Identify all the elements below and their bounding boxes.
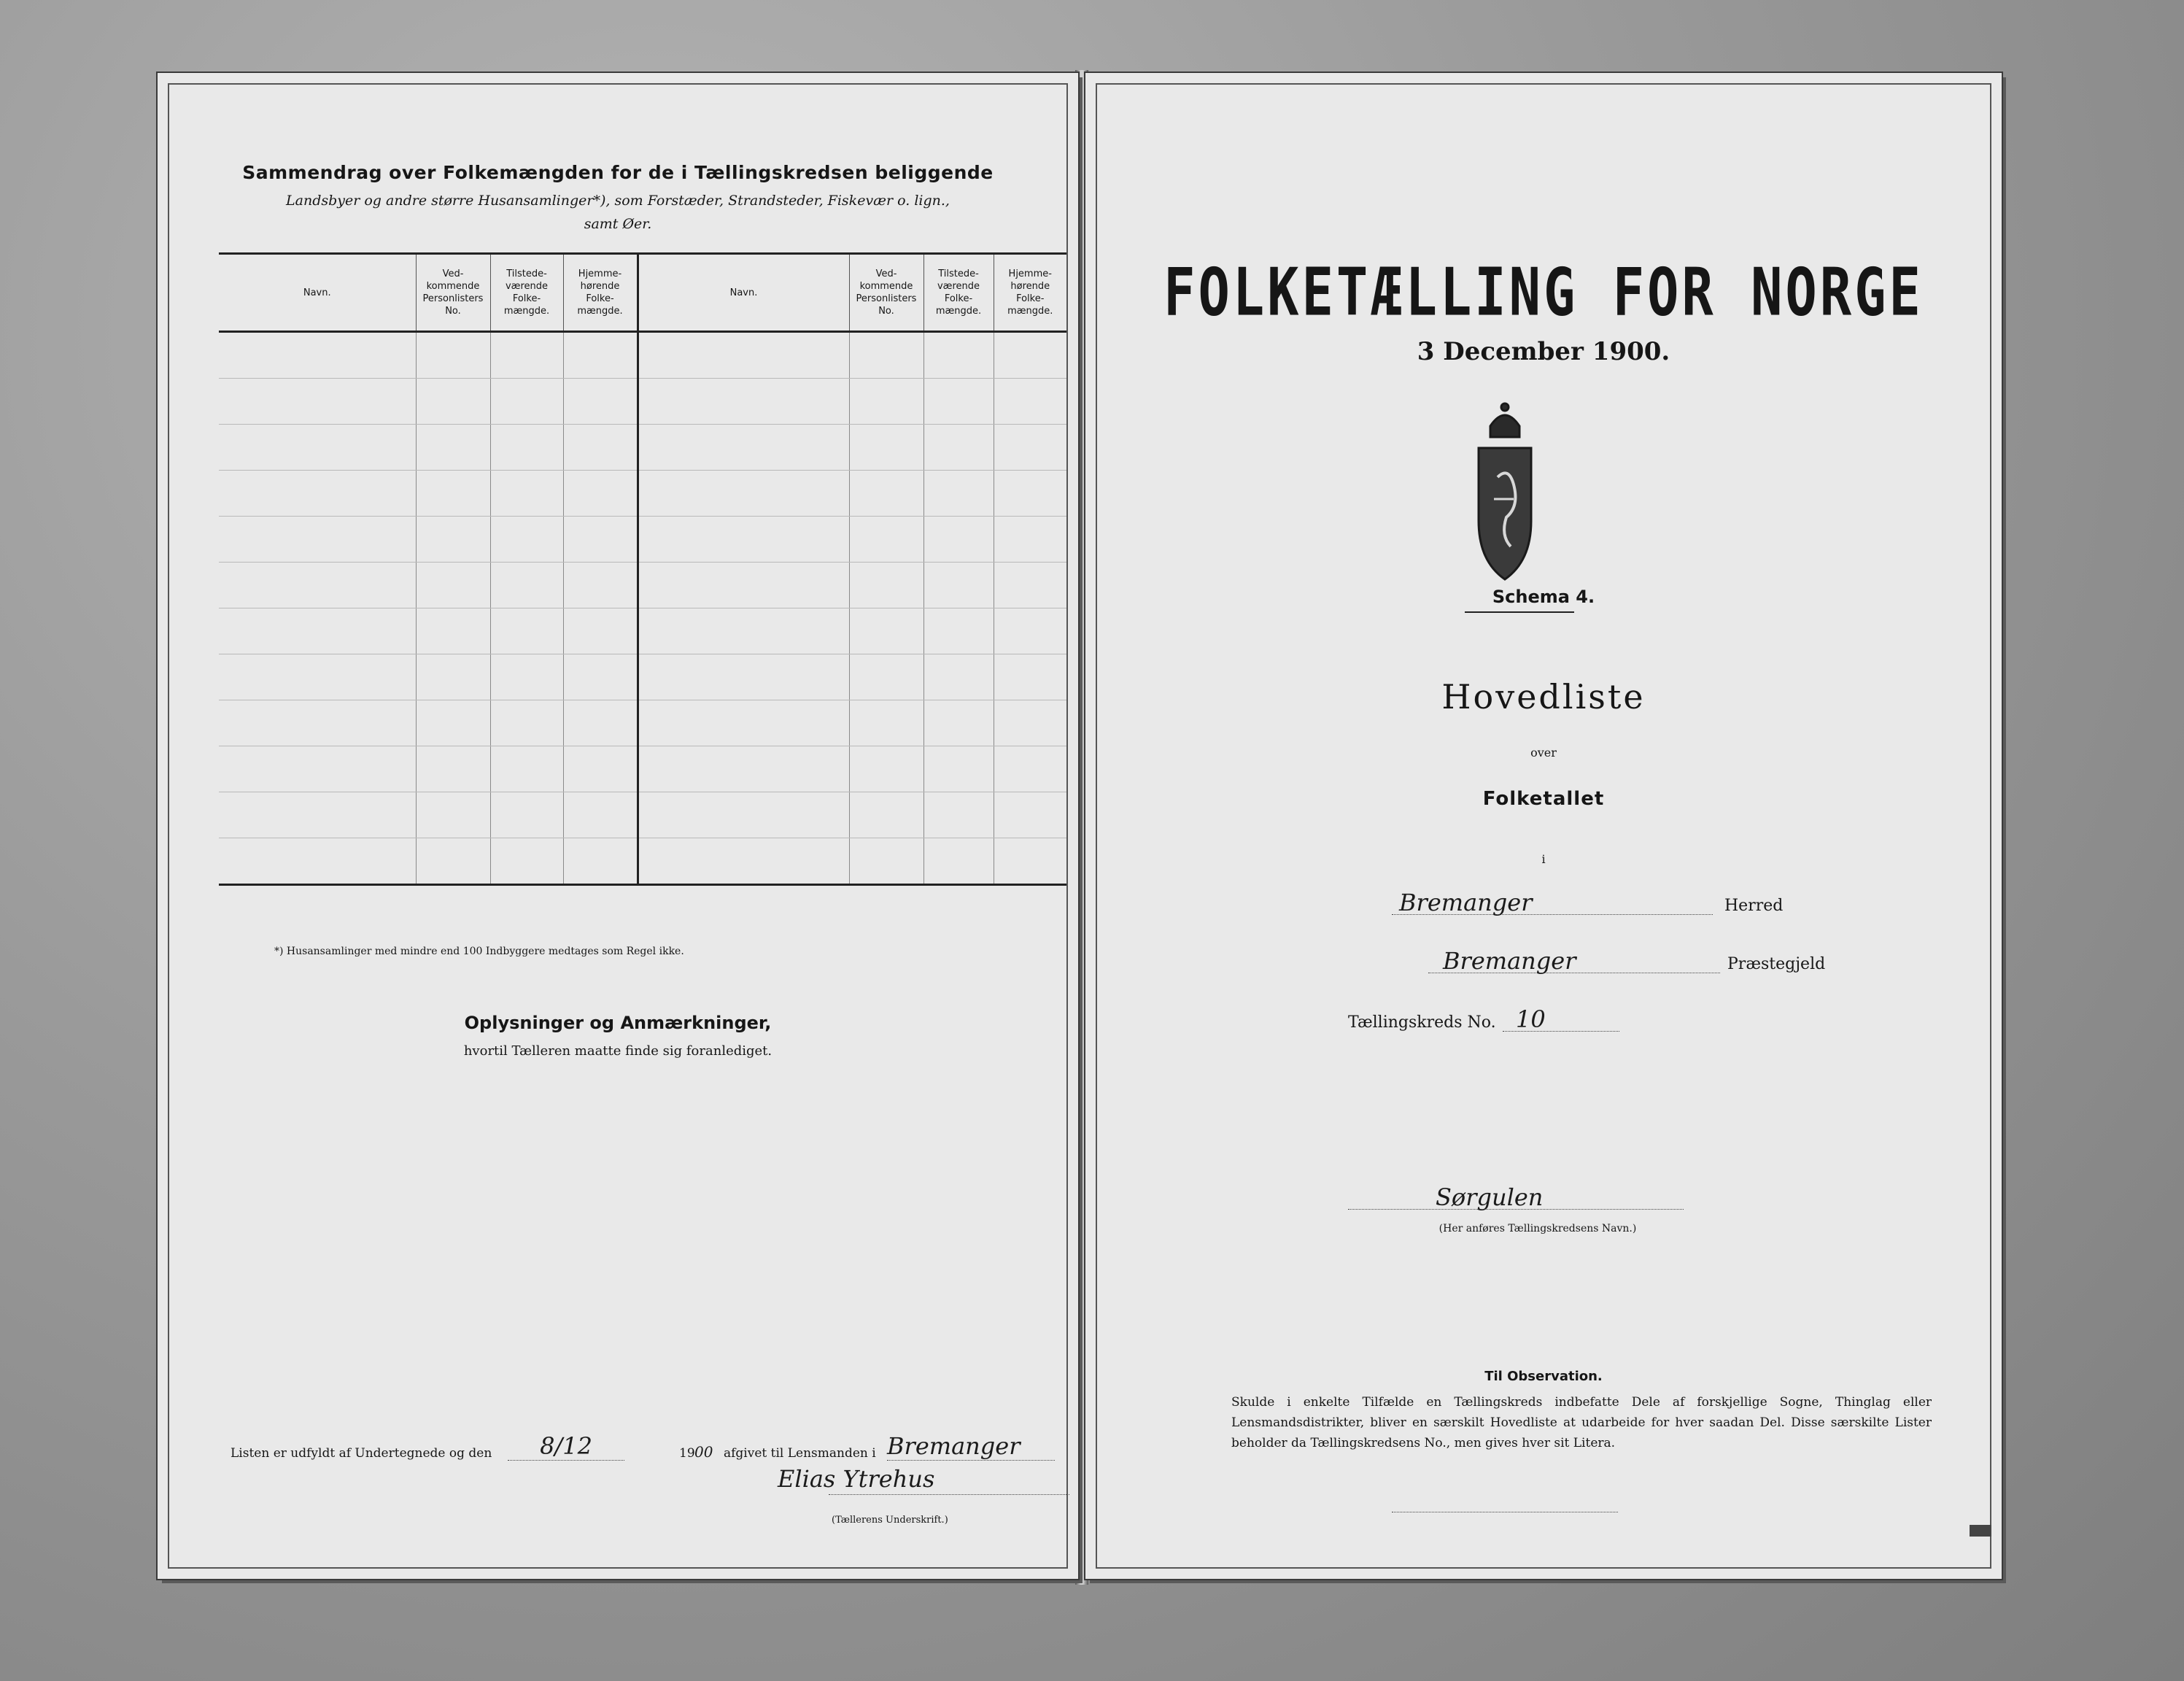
table-cell: [923, 425, 994, 471]
table-cell: [994, 792, 1066, 838]
table-cell: [219, 838, 416, 885]
table-row: [219, 563, 1066, 608]
table-cell: [563, 471, 638, 517]
table-cell: [219, 608, 416, 654]
schema-label: Schema 4.: [1492, 587, 1595, 607]
table-cell: [994, 838, 1066, 885]
year-prefix: 19: [679, 1446, 695, 1461]
table-cell: [490, 700, 563, 746]
col-header-tilstedevaerende-2: Tilstede- værende Folke- mængde.: [923, 254, 994, 332]
summary-title: Sammendrag over Folkemængden for de i Tællingskredsen beliggende: [242, 162, 994, 183]
table-cell: [416, 332, 490, 379]
col-header-personlisters-no-2: Ved- kommende Personlisters No.: [849, 254, 923, 332]
table-cell: [219, 563, 416, 608]
table-cell: [994, 700, 1066, 746]
table-cell: [638, 700, 849, 746]
col-header-navn-2: Navn.: [638, 254, 849, 332]
table-cell: [923, 608, 994, 654]
year-handwritten: 00: [694, 1443, 713, 1461]
census-title: FOLKETÆLLING FOR NORGE: [1163, 253, 1924, 331]
table-row: [219, 517, 1066, 563]
table-row: [219, 792, 1066, 838]
table-cell: [638, 746, 849, 792]
col-header-hjemmehorende-2: Hjemme- hørende Folke- mængde.: [994, 254, 1066, 332]
submission-date: 8/12: [508, 1432, 624, 1461]
table-cell: [849, 517, 923, 563]
herred-row: [1392, 883, 1946, 919]
table-cell: [849, 332, 923, 379]
table-cell: [994, 746, 1066, 792]
prestegjeld-value: Bremanger: [1443, 947, 1576, 975]
table-cell: [563, 608, 638, 654]
table-cell: [219, 746, 416, 792]
col-header-tilstedevaerende: Tilstede- værende Folke- mængde.: [490, 254, 563, 332]
table-cell: [849, 425, 923, 471]
table-cell: [563, 517, 638, 563]
table-cell: [849, 379, 923, 425]
table-cell: [219, 517, 416, 563]
table-cell: [994, 379, 1066, 425]
table-cell: [923, 332, 994, 379]
kreds-label: Tællingskreds No.: [1348, 1013, 1496, 1032]
table-cell: [219, 379, 416, 425]
table-cell: [416, 563, 490, 608]
table-cell: [638, 425, 849, 471]
kreds-name-value: Sørgulen: [1436, 1183, 1544, 1211]
table-cell: [490, 746, 563, 792]
table-cell: [638, 379, 849, 425]
table-row: [219, 746, 1066, 792]
right-page: [1085, 73, 2002, 1579]
table-cell: [638, 471, 849, 517]
table-row: [219, 838, 1066, 885]
table-cell: [849, 700, 923, 746]
table-cell: [563, 332, 638, 379]
table-cell: [849, 838, 923, 885]
table-cell: [923, 563, 994, 608]
table-cell: [923, 700, 994, 746]
table-cell: [490, 517, 563, 563]
table-cell: [638, 563, 849, 608]
table-cell: [219, 792, 416, 838]
herred-label: Herred: [1724, 897, 1784, 915]
table-cell: [416, 654, 490, 700]
table-row: [219, 608, 1066, 654]
table-cell: [219, 332, 416, 379]
table-cell: [219, 471, 416, 517]
table-cell: [563, 838, 638, 885]
table-cell: [994, 471, 1066, 517]
archive-stamp-mark: [1970, 1525, 1991, 1537]
table-cell: [563, 654, 638, 700]
table-cell: [219, 700, 416, 746]
table-cell: [923, 838, 994, 885]
table-cell: [563, 563, 638, 608]
table-row: [219, 700, 1066, 746]
folketallet-heading: Folketallet: [1482, 788, 1605, 810]
col-header-hjemmehorende: Hjemme- hørende Folke- mængde.: [563, 254, 638, 332]
table-cell: [638, 517, 849, 563]
herred-value: Bremanger: [1399, 889, 1533, 916]
remarks-heading: Oplysninger og Anmærkninger,: [464, 1013, 772, 1033]
table-cell: [923, 517, 994, 563]
table-cell: [490, 608, 563, 654]
submission-text-before: Listen er udfyldt af Undertegnede og den: [231, 1446, 492, 1461]
table-row: [219, 654, 1066, 700]
table-cell: [994, 608, 1066, 654]
kreds-row: [1348, 1000, 1757, 1036]
summary-subtitle: Landsbyer og andre større Husansamlinger*), som Forstæder, Strandsteder, Fiskevær o. lign.,: [286, 193, 950, 209]
enumerator-signature: Elias Ytrehus: [778, 1465, 935, 1493]
summary-subtitle-end: samt Øer.: [584, 216, 652, 232]
table-cell: [923, 379, 994, 425]
table-cell: [563, 379, 638, 425]
prestegjeld-row: [1428, 941, 1983, 978]
table-cell: [219, 425, 416, 471]
table-cell: [849, 746, 923, 792]
over-text: over: [1530, 746, 1557, 760]
table-cell: [923, 471, 994, 517]
hovedliste-heading: Hovedliste: [1441, 677, 1646, 716]
table-cell: [994, 517, 1066, 563]
left-page: [158, 73, 1078, 1579]
prestegjeld-label: Præstegjeld: [1727, 955, 1826, 973]
table-cell: [490, 654, 563, 700]
observation-text: Skulde i enkelte Tilfælde en Tællingskreds indbefatte Dele af forskjellige Sogne, Thinglag eller Lensmandsdistrikter, bliver en særskilt Hovedliste at udarbeide for hver saadan Del. Disse særskilte Lister beholder da Tællingskredsens No., men gives hver sit Litera.: [1231, 1395, 1932, 1450]
table-cell: [490, 379, 563, 425]
table-cell: [490, 792, 563, 838]
table-cell: [638, 608, 849, 654]
table-cell: [416, 700, 490, 746]
footnote: *) Husansamlinger med mindre end 100 Indbyggere medtages som Regel ikke.: [274, 946, 684, 957]
table-cell: [923, 746, 994, 792]
table-row: [219, 471, 1066, 517]
table-cell: [416, 608, 490, 654]
table-row: [219, 332, 1066, 379]
table-cell: [416, 792, 490, 838]
table-cell: [416, 471, 490, 517]
table-cell: [416, 746, 490, 792]
table-cell: [416, 425, 490, 471]
submission-text-after: afgivet til Lensmanden i: [724, 1446, 876, 1461]
remarks-subheading: hvortil Tælleren maatte finde sig foranlediget.: [463, 1043, 772, 1059]
signature-line: [829, 1494, 1069, 1495]
kreds-name-row: [1348, 1178, 1757, 1214]
table-cell: [849, 608, 923, 654]
table-cell: [490, 471, 563, 517]
table-cell: [994, 425, 1066, 471]
coat-of-arms-icon: [1468, 397, 1541, 601]
kreds-name-caption: (Her anføres Tællingskredsens Navn.): [1438, 1223, 1637, 1234]
table-cell: [490, 425, 563, 471]
census-date: 3 December 1900.: [1417, 337, 1670, 366]
signature-caption: (Tællerens Underskrift.): [832, 1515, 948, 1526]
table-cell: [994, 563, 1066, 608]
kreds-no-value: 10: [1516, 1005, 1546, 1033]
table-cell: [490, 332, 563, 379]
table-cell: [563, 746, 638, 792]
table-cell: [923, 654, 994, 700]
table-cell: [849, 471, 923, 517]
table-cell: [994, 654, 1066, 700]
table-cell: [638, 792, 849, 838]
table-cell: [563, 700, 638, 746]
table-cell: [563, 425, 638, 471]
schema-underline: [1465, 611, 1574, 613]
summary-table: [219, 252, 1066, 886]
submission-place: Bremanger: [887, 1432, 1055, 1461]
table-cell: [416, 379, 490, 425]
table-cell: [638, 838, 849, 885]
table-cell: [490, 563, 563, 608]
observation-title: Til Observation.: [1484, 1369, 1603, 1384]
table-cell: [849, 654, 923, 700]
i-text: i: [1541, 852, 1546, 866]
table-cell: [849, 563, 923, 608]
table-cell: [994, 332, 1066, 379]
table-cell: [416, 838, 490, 885]
table-cell: [638, 332, 849, 379]
table-header-row: [219, 254, 1066, 332]
table-cell: [416, 517, 490, 563]
table-cell: [638, 654, 849, 700]
table-cell: [923, 792, 994, 838]
table-row: [219, 425, 1066, 471]
table-cell: [490, 838, 563, 885]
table-cell: [849, 792, 923, 838]
table-row: [219, 379, 1066, 425]
col-header-personlisters-no: Ved- kommende Personlisters No.: [416, 254, 490, 332]
table-cell: [563, 792, 638, 838]
col-header-navn: Navn.: [219, 254, 416, 332]
submission-line: [231, 1434, 1062, 1464]
table-cell: [219, 654, 416, 700]
